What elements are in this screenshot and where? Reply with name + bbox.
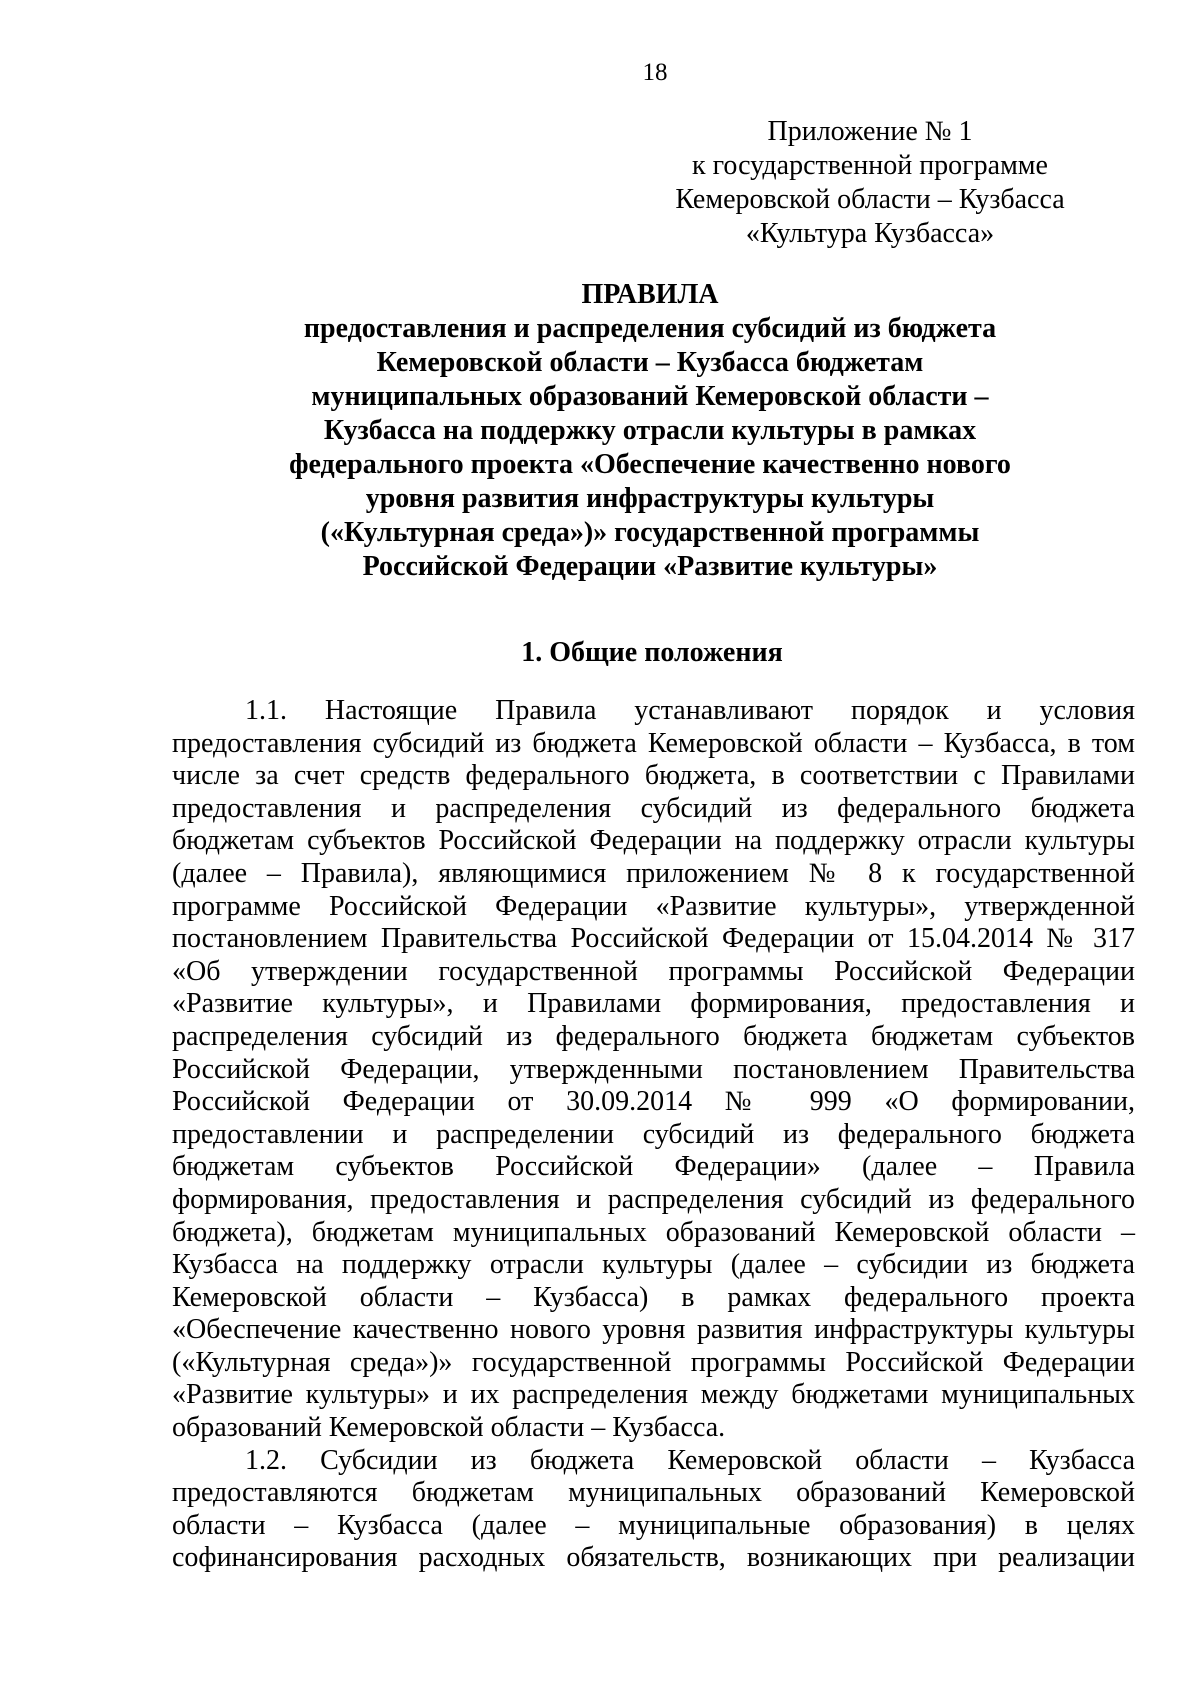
paragraph-line: области – Кузбасса (далее – муниципальные образования) в целях — [172, 1509, 1135, 1541]
paragraph-line: Российской Федерации, утвержденными постановлением Правительства — [172, 1053, 1135, 1085]
paragraph-line: постановлением Правительства Российской Федерации от 15.04.2014 № 317 — [172, 923, 1135, 955]
paragraph-line: распределения субсидий из федерального бюджета бюджетам субъектов — [172, 1020, 1135, 1052]
appendix-reference — [640, 115, 1100, 251]
title-heading: ПРАВИЛА — [581, 279, 719, 310]
paragraph-line: бюджета), бюджетам муниципальных образований Кемеровской области – — [172, 1216, 1135, 1248]
paragraph-line: («Культурная среда»)» государственной программы Российской Федерации — [172, 1346, 1135, 1378]
paragraph-line: программе Российской Федерации «Развитие культуры», утвержденной — [172, 890, 1135, 922]
paragraph-line: предоставляются бюджетам муниципальных образований Кемеровской — [172, 1477, 1135, 1509]
appendix-line: Приложение № 1 — [767, 116, 973, 147]
paragraph-line: образований Кемеровской области – Кузбасса. — [172, 1412, 726, 1444]
paragraph-line: Российской Федерации от 30.09.2014 № 999 «О формировании, — [172, 1086, 1135, 1118]
appendix-line: Кемеровской области – Кузбасса — [675, 184, 1065, 215]
paragraph-line: предоставлении и распределении субсидий из федерального бюджета — [172, 1118, 1135, 1150]
title-line: («Культурная среда»)» государственной программы — [320, 517, 980, 548]
paragraph-line: предоставления субсидий из бюджета Кемеровской области – Кузбасса, в том — [172, 727, 1135, 759]
paragraph-line: «Развитие культуры» и их распределения между бюджетами муниципальных — [172, 1379, 1135, 1411]
title-line: федерального проекта «Обеспечение качественно нового — [289, 449, 1011, 480]
paragraph-line: 1.1. Настоящие Правила устанавливают порядок и условия — [245, 695, 1135, 726]
page-number: 18 — [642, 59, 668, 86]
appendix-line: «Культура Кузбасса» — [745, 218, 995, 249]
title-line: предоставления и распределения субсидий из бюджета — [303, 313, 997, 344]
appendix-line: к государственной программе — [692, 150, 1048, 181]
title-line: уровня развития инфраструктуры культуры — [365, 483, 935, 514]
section-heading: 1. Общие положения — [521, 637, 783, 668]
title-line: Кузбасса на поддержку отрасли культуры в рамках — [323, 415, 977, 446]
paragraph-line: Кемеровской области – Кузбасса) в рамках федерального проекта — [172, 1281, 1135, 1313]
paragraph-line: (далее – Правила), являющимися приложением № 8 к государственной — [172, 857, 1135, 889]
paragraph-line: Кузбасса на поддержку отрасли культуры (далее – субсидии из бюджета — [172, 1249, 1135, 1281]
title-line: Российской Федерации «Развитие культуры» — [362, 551, 938, 582]
paragraph-line: формирования, предоставления и распределения субсидий из федерального — [172, 1183, 1135, 1215]
paragraph-line: «Об утверждении государственной программы Российской Федерации — [172, 955, 1135, 987]
document-title — [200, 278, 1100, 584]
paragraph-line: предоставления и распределения субсидий из федерального бюджета — [172, 792, 1135, 824]
section-body — [172, 695, 1135, 1575]
title-line: муниципальных образований Кемеровской области – — [311, 381, 989, 412]
paragraph-line: «Обеспечение качественно нового уровня развития инфраструктуры культуры — [172, 1314, 1135, 1346]
paragraph-line: бюджетам субъектов Российской Федерации» (далее – Правила — [172, 1151, 1135, 1183]
paragraph-line: 1.2. Субсидии из бюджета Кемеровской области – Кузбасса — [245, 1444, 1135, 1476]
paragraph-line: числе за счет средств федерального бюджета, в соответствии с Правилами — [172, 760, 1135, 792]
paragraph-line: софинансирования расходных обязательств, возникающих при реализации — [172, 1542, 1135, 1574]
paragraph-line: бюджетам субъектов Российской Федерации на поддержку отрасли культуры — [172, 825, 1135, 857]
title-line: Кемеровской области – Кузбасса бюджетам — [376, 347, 924, 378]
paragraph-line: «Развитие культуры», и Правилами формирования, предоставления и — [172, 988, 1135, 1020]
